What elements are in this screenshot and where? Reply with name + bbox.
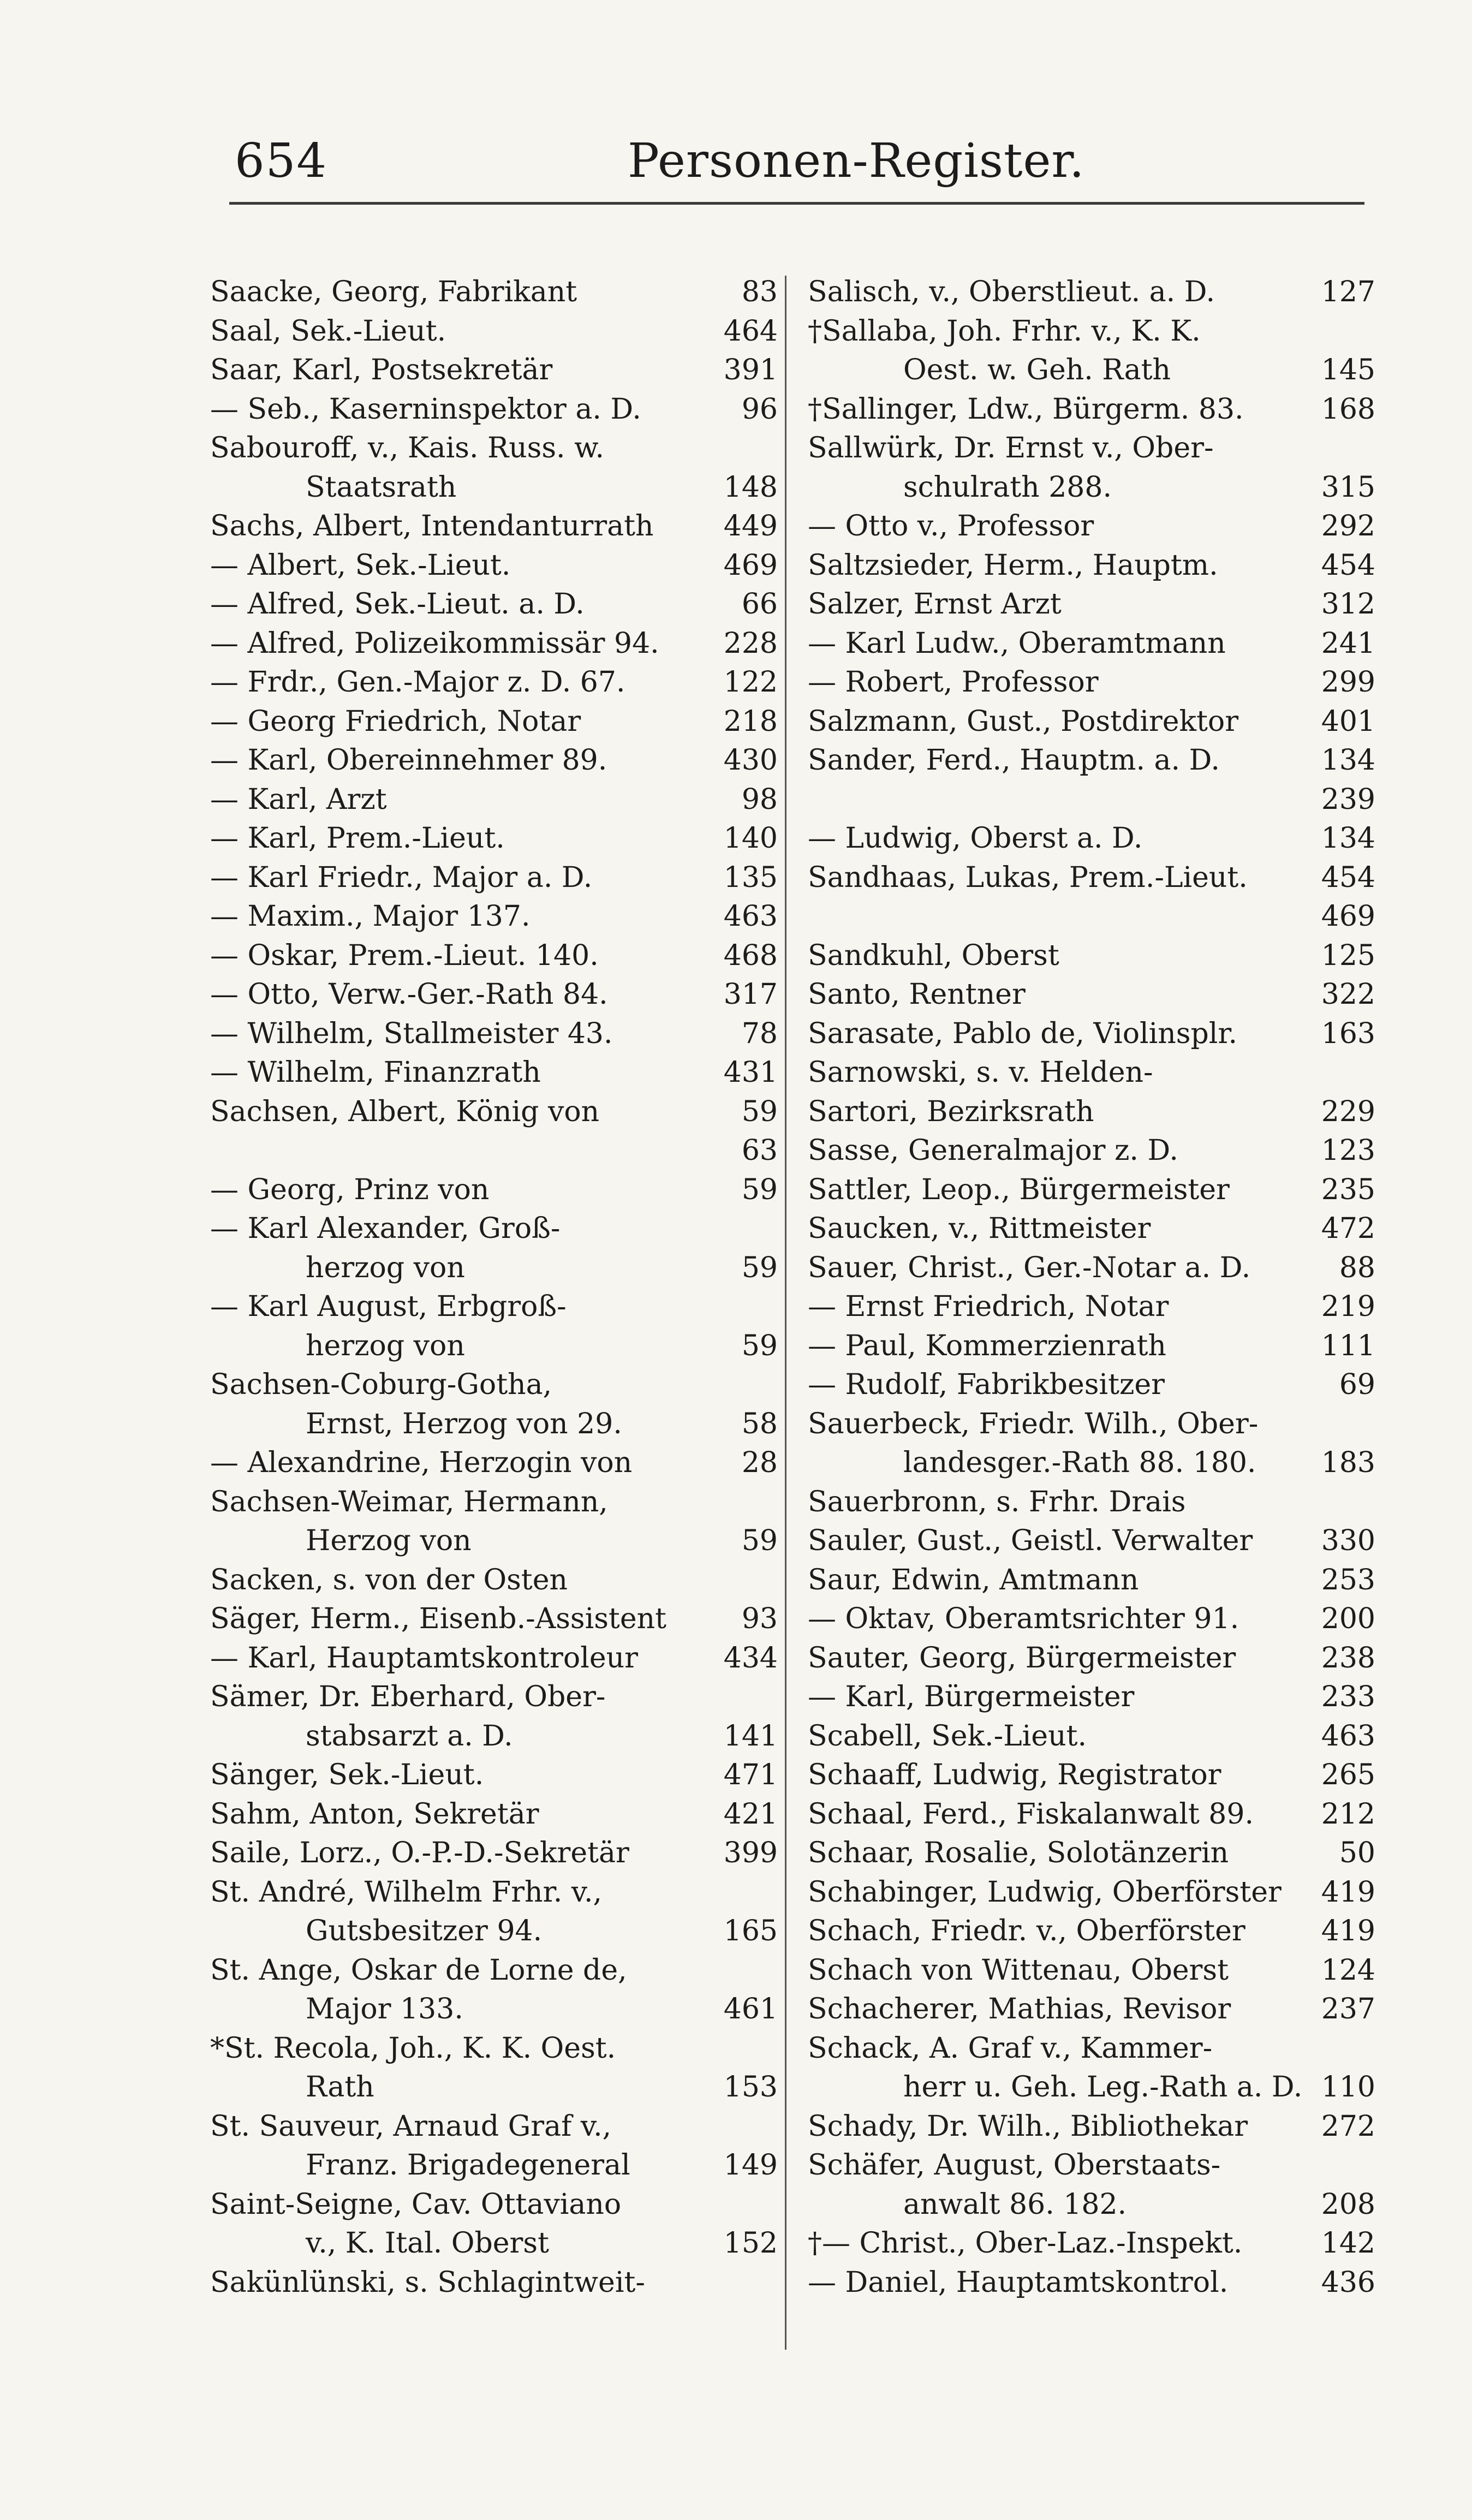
entry-name: Sander, Ferd., Hauptm. a. D. — [808, 744, 1220, 777]
entry-name: — Ernst Friedrich, Notar — [808, 1290, 1169, 1323]
entry-pages: 59 — [741, 1095, 778, 1128]
register-entry — [210, 1053, 778, 1093]
entry-name: — Georg, Prinz von — [210, 1173, 490, 1206]
entry-pages: 168 — [1321, 392, 1375, 426]
register-entry — [808, 1131, 1375, 1171]
entry-pages: 272 — [1321, 2110, 1375, 2143]
register-entry — [808, 741, 1375, 781]
register-entry — [808, 897, 1375, 937]
register-entry — [808, 1561, 1375, 1600]
entry-pages: 83 — [741, 276, 778, 308]
register-entry — [808, 390, 1375, 430]
entry-pages: 141 — [723, 1719, 778, 1753]
entry-pages: 239 — [1321, 783, 1375, 816]
entry-pages: 127 — [1321, 276, 1375, 308]
register-entry — [210, 1483, 778, 1522]
register-entry — [210, 2068, 778, 2107]
entry-name: Saile, Lorz., O.-P.-D.-Sekretär — [210, 1837, 629, 1869]
entry-pages: 471 — [723, 1759, 778, 1791]
entry-pages: 454 — [1321, 549, 1375, 582]
entry-name: — Robert, Professor — [808, 666, 1099, 699]
entry-pages: 237 — [1321, 1993, 1375, 2025]
entry-pages: 238 — [1321, 1641, 1375, 1675]
entry-name: — Oskar, Prem.-Lieut. 140. — [210, 939, 599, 972]
entry-pages: 228 — [723, 627, 778, 660]
register-entry — [808, 1522, 1375, 1561]
register-entry — [808, 624, 1375, 664]
register-entry — [808, 1834, 1375, 1873]
register-entry — [210, 1990, 778, 2029]
entry-name: Säger, Herm., Eisenb.-Assistent — [210, 1602, 666, 1635]
entry-name: Sandkuhl, Oberst — [808, 939, 1059, 972]
register-entry — [210, 1131, 778, 1171]
entry-pages: 469 — [723, 549, 778, 582]
register-entry — [210, 1717, 778, 1756]
entry-name: Sandhaas, Lukas, Prem.-Lieut. — [808, 861, 1248, 894]
entry-name: Sänger, Sek.-Lieut. — [210, 1759, 484, 1791]
entry-pages: 200 — [1321, 1602, 1375, 1635]
register-entry — [808, 2224, 1375, 2263]
register-entry — [808, 1444, 1375, 1483]
entry-pages: 149 — [723, 2149, 778, 2182]
register-entry — [210, 2263, 778, 2303]
register-entry — [210, 1171, 778, 1210]
entry-name: Sauer, Christ., Ger.-Notar a. D. — [808, 1251, 1251, 1284]
register-entry — [808, 546, 1375, 586]
entry-name: — Alfred, Sek.-Lieut. a. D. — [210, 588, 585, 621]
entry-pages: 461 — [723, 1993, 778, 2025]
register-entry — [808, 2107, 1375, 2147]
entry-name: Sachsen-Weimar, Hermann, — [210, 1485, 608, 1518]
register-entry — [210, 585, 778, 624]
entry-pages: 98 — [741, 783, 778, 816]
entry-name: — Otto, Verw.-Ger.-Rath 84. — [210, 978, 608, 1011]
register-entry — [210, 1639, 778, 1678]
register-entry — [210, 1795, 778, 1834]
entry-pages: 96 — [741, 392, 778, 426]
register-entry — [210, 468, 778, 508]
entry-pages: 50 — [1339, 1837, 1375, 1869]
register-entry — [808, 312, 1375, 352]
register-entry — [808, 1210, 1375, 1249]
register-entry — [808, 819, 1375, 859]
register-entry — [210, 859, 778, 898]
entry-pages: 148 — [723, 470, 778, 504]
register-entry — [808, 351, 1375, 390]
entry-name: Schaal, Ferd., Fiskalanwalt 89. — [808, 1797, 1254, 1831]
entry-pages: 218 — [723, 705, 778, 738]
entry-pages: 152 — [723, 2227, 778, 2260]
entry-pages: 463 — [723, 900, 778, 933]
register-entry — [210, 1405, 778, 1444]
entry-name: Salzer, Ernst Arzt — [808, 588, 1062, 621]
entry-name: — Frdr., Gen.-Major z. D. 67. — [210, 666, 625, 699]
entry-pages: 63 — [741, 1134, 778, 1167]
register-entry — [210, 1951, 778, 1991]
entry-pages: 322 — [1321, 978, 1375, 1011]
entry-pages: 399 — [723, 1837, 778, 1869]
entry-name: †— Christ., Ober-Laz.-Inspekt. — [808, 2227, 1243, 2260]
register-entry — [808, 1873, 1375, 1913]
register-entry — [210, 390, 778, 430]
register-entry — [210, 2185, 778, 2225]
register-entry — [808, 1053, 1375, 1093]
entry-name: — Otto v., Professor — [808, 510, 1094, 543]
register-entry — [808, 585, 1375, 624]
entry-name: Sahm, Anton, Sekretär — [210, 1797, 539, 1831]
register-entry — [210, 273, 778, 312]
entry-name: Sabouroff, v., Kais. Russ. w. — [210, 432, 604, 464]
register-entry — [210, 351, 778, 390]
entry-name: Sattler, Leop., Bürgermeister — [808, 1173, 1230, 1206]
entry-name: — Alexandrine, Herzogin von — [210, 1446, 633, 1479]
entry-pages: 134 — [1321, 822, 1375, 855]
page-header — [229, 117, 1364, 194]
register-entry — [808, 2263, 1375, 2303]
entry-pages: 233 — [1321, 1681, 1375, 1713]
entry-name: — Albert, Sek.-Lieut. — [210, 549, 511, 582]
entry-pages: 434 — [723, 1641, 778, 1675]
register-entry — [808, 1483, 1375, 1522]
register-entry — [210, 741, 778, 781]
entry-name: herzog von — [306, 1329, 465, 1362]
register-entry — [210, 975, 778, 1015]
entry-name: Schaaff, Ludwig, Registrator — [808, 1759, 1221, 1791]
entry-pages: 454 — [1321, 861, 1375, 894]
entry-name: Sämer, Dr. Eberhard, Ober- — [210, 1681, 606, 1713]
entry-name: St. Ange, Oskar de Lorne de, — [210, 1953, 627, 1987]
register-entry — [210, 937, 778, 976]
entry-pages: 330 — [1321, 1524, 1375, 1557]
entry-pages: 312 — [1321, 588, 1375, 621]
entry-name: Sarnowski, s. v. Helden- — [808, 1056, 1153, 1089]
register-entry — [808, 2029, 1375, 2069]
entry-name: Ernst, Herzog von 29. — [306, 1407, 622, 1440]
entry-name: Sauerbeck, Friedr. Wilh., Ober- — [808, 1407, 1259, 1440]
register-entry — [808, 1639, 1375, 1678]
entry-name: Schach von Wittenau, Oberst — [808, 1953, 1229, 1987]
entry-name: St. Sauveur, Arnaud Graf v., — [210, 2110, 612, 2143]
entry-pages: 93 — [741, 1602, 778, 1635]
entry-pages: 229 — [1321, 1095, 1375, 1128]
page-number: 654 — [235, 134, 328, 188]
entry-pages: 315 — [1321, 470, 1375, 504]
entry-name: — Karl Friedr., Major a. D. — [210, 861, 593, 894]
register-entry — [210, 1015, 778, 1054]
register-entry — [210, 702, 778, 742]
entry-pages: 140 — [723, 822, 778, 855]
register-entry — [808, 273, 1375, 312]
entry-name: — Karl, Hauptamtskontroleur — [210, 1641, 638, 1675]
entry-pages: 472 — [1321, 1212, 1375, 1245]
right-column — [808, 273, 1375, 2302]
entry-name: — Paul, Kommerzienrath — [808, 1329, 1166, 1362]
entry-pages: 135 — [723, 861, 778, 894]
entry-pages: 469 — [1321, 900, 1375, 933]
register-entry — [210, 429, 778, 468]
entry-name: — Karl, Obereinnehmer 89. — [210, 744, 607, 777]
register-entry — [808, 1288, 1375, 1327]
entry-name: Schack, A. Graf v., Kammer- — [808, 2032, 1213, 2065]
register-entry — [210, 663, 778, 702]
entry-pages: 430 — [723, 744, 778, 777]
entry-pages: 125 — [1321, 939, 1375, 972]
entry-name: Sakünlünski, s. Schlagintweit- — [210, 2266, 645, 2299]
register-entry — [808, 1678, 1375, 1717]
entry-pages: 253 — [1321, 1563, 1375, 1596]
page-title: Personen-Register. — [628, 134, 1085, 188]
entry-name: v., K. Ital. Oberst — [306, 2227, 549, 2260]
entry-name: Schabinger, Ludwig, Oberförster — [808, 1875, 1282, 1909]
register-entry — [808, 1990, 1375, 2029]
entry-pages: 292 — [1321, 510, 1375, 543]
entry-name: *St. Recola, Joh., K. K. Oest. — [210, 2032, 616, 2065]
entry-pages: 122 — [723, 666, 778, 699]
register-entry — [210, 2029, 778, 2069]
entry-pages: 59 — [741, 1251, 778, 1284]
entry-name: Saltzsieder, Herm., Hauptm. — [808, 549, 1218, 582]
register-entry — [808, 1249, 1375, 1288]
register-entry — [210, 2224, 778, 2263]
entry-name: landesger.-Rath 88. 180. — [903, 1446, 1256, 1479]
entry-name: — Karl Alexander, Groß- — [210, 1212, 561, 1245]
entry-name: Sarasate, Pablo de, Violinsplr. — [808, 1017, 1238, 1050]
entry-pages: 134 — [1321, 744, 1375, 777]
entry-name: Gutsbesitzer 94. — [306, 1915, 543, 1947]
entry-name: Santo, Rentner — [808, 978, 1026, 1011]
register-entry — [210, 781, 778, 820]
register-entry — [210, 1912, 778, 1951]
register-entry — [210, 546, 778, 586]
entry-name: — Maxim., Major 137. — [210, 900, 531, 933]
register-entry — [210, 312, 778, 352]
register-entry — [808, 1600, 1375, 1639]
register-entry — [808, 1951, 1375, 1991]
register-entry — [808, 1366, 1375, 1405]
register-entry — [808, 2068, 1375, 2107]
entry-name: Sauerbronn, s. Frhr. Drais — [808, 1485, 1186, 1518]
entry-name: Schaar, Rosalie, Solotänzerin — [808, 1837, 1229, 1869]
entry-name: Sachsen-Coburg-Gotha, — [210, 1368, 552, 1401]
register-entry — [808, 1327, 1375, 1366]
register-entry — [808, 468, 1375, 508]
entry-name: Sauter, Georg, Bürgermeister — [808, 1641, 1236, 1675]
entry-pages: 153 — [723, 2071, 778, 2104]
entry-pages: 219 — [1321, 1290, 1375, 1323]
register-entry — [210, 1522, 778, 1561]
entry-name: — Wilhelm, Finanzrath — [210, 1056, 541, 1089]
entry-name: Saucken, v., Rittmeister — [808, 1212, 1151, 1245]
register-entry — [808, 507, 1375, 546]
entry-name: Saint-Seigne, Cav. Ottaviano — [210, 2188, 622, 2221]
entry-pages: 110 — [1321, 2071, 1375, 2104]
entry-pages: 317 — [723, 978, 778, 1011]
register-entry — [210, 1444, 778, 1483]
entry-name: Sallwürk, Dr. Ernst v., Ober- — [808, 432, 1214, 464]
register-entry — [808, 1912, 1375, 1951]
entry-name: Sacken, s. von der Osten — [210, 1563, 568, 1596]
entry-pages: 468 — [723, 939, 778, 972]
register-entry — [210, 897, 778, 937]
entry-name: — Karl, Prem.-Lieut. — [210, 822, 505, 855]
entry-name: — Wilhelm, Stallmeister 43. — [210, 1017, 613, 1050]
register-entry — [210, 1327, 778, 1366]
entry-name: — Karl, Bürgermeister — [808, 1681, 1135, 1713]
register-entry — [210, 1873, 778, 1913]
register-entry — [210, 624, 778, 664]
register-entry — [210, 1678, 778, 1717]
entry-pages: 436 — [1321, 2266, 1375, 2299]
entry-name: — Karl, Arzt — [210, 783, 387, 816]
entry-pages: 183 — [1321, 1446, 1375, 1479]
register-entry — [808, 2146, 1375, 2185]
entry-name: Schäfer, August, Oberstaats- — [808, 2149, 1221, 2182]
column-divider — [785, 276, 786, 2350]
entry-name: Sasse, Generalmajor z. D. — [808, 1134, 1178, 1167]
register-entry — [808, 2185, 1375, 2225]
entry-pages: 464 — [723, 314, 778, 348]
entry-name: Saar, Karl, Postsekretär — [210, 354, 553, 386]
entry-pages: 299 — [1321, 666, 1375, 699]
entry-pages: 235 — [1321, 1173, 1375, 1206]
register-entry — [808, 1015, 1375, 1054]
entry-name: Franz. Brigadegeneral — [306, 2149, 630, 2182]
entry-pages: 421 — [723, 1797, 778, 1831]
entry-name: — Seb., Kaserninspektor a. D. — [210, 392, 641, 426]
entry-name: — Ludwig, Oberst a. D. — [808, 822, 1143, 855]
register-entry — [210, 507, 778, 546]
entry-pages: 212 — [1321, 1797, 1375, 1831]
register-entry — [210, 2107, 778, 2147]
entry-name: — Oktav, Oberamtsrichter 91. — [808, 1602, 1239, 1635]
entry-pages: 165 — [723, 1915, 778, 1947]
register-entry — [210, 1834, 778, 1873]
entry-name: — Karl Ludw., Oberamtmann — [808, 627, 1226, 660]
entry-pages: 123 — [1321, 1134, 1375, 1167]
entry-pages: 431 — [723, 1056, 778, 1089]
entry-name: Schacherer, Mathias, Revisor — [808, 1993, 1231, 2025]
entry-pages: 66 — [741, 588, 778, 621]
register-entry — [210, 1288, 778, 1327]
entry-pages: 28 — [741, 1446, 778, 1479]
entry-name: Oest. w. Geh. Rath — [903, 354, 1171, 386]
register-entry — [808, 975, 1375, 1015]
entry-name: stabsarzt a. D. — [306, 1719, 513, 1753]
register-entry — [808, 937, 1375, 976]
entry-pages: 124 — [1321, 1953, 1375, 1987]
left-column — [210, 273, 778, 2302]
entry-pages: 419 — [1321, 1915, 1375, 1947]
register-entry — [210, 1600, 778, 1639]
register-entry — [210, 1093, 778, 1132]
register-entry — [808, 1717, 1375, 1756]
register-entry — [808, 702, 1375, 742]
entry-name: Saacke, Georg, Fabrikant — [210, 276, 577, 308]
header-rule — [229, 202, 1364, 205]
entry-name: — Karl August, Erbgroß- — [210, 1290, 567, 1323]
register-entry — [808, 1093, 1375, 1132]
entry-name: Salisch, v., Oberstlieut. a. D. — [808, 276, 1215, 308]
register-entry — [808, 859, 1375, 898]
register-entry — [210, 1249, 778, 1288]
entry-pages: 391 — [723, 354, 778, 386]
entry-name: — Rudolf, Fabrikbesitzer — [808, 1368, 1165, 1401]
register-entry — [210, 2146, 778, 2185]
entry-name: Sauler, Gust., Geistl. Verwalter — [808, 1524, 1253, 1557]
entry-pages: 208 — [1321, 2188, 1375, 2221]
entry-pages: 449 — [723, 510, 778, 543]
entry-name: Saur, Edwin, Amtmann — [808, 1563, 1139, 1596]
register-entry — [210, 819, 778, 859]
entry-pages: 163 — [1321, 1017, 1375, 1050]
entry-name: anwalt 86. 182. — [903, 2188, 1127, 2221]
register-entry — [808, 1405, 1375, 1444]
entry-name: St. André, Wilhelm Frhr. v., — [210, 1875, 603, 1909]
register-entry — [808, 663, 1375, 702]
entry-pages: 59 — [741, 1524, 778, 1557]
entry-name: Scabell, Sek.-Lieut. — [808, 1719, 1087, 1753]
entry-name: Sachsen, Albert, König von — [210, 1095, 600, 1128]
entry-name: Sartori, Bezirksrath — [808, 1095, 1094, 1128]
entry-pages: 265 — [1321, 1759, 1375, 1791]
entry-pages: 59 — [741, 1329, 778, 1362]
entry-pages: 78 — [741, 1017, 778, 1050]
register-entry — [808, 1795, 1375, 1834]
entry-name: Saal, Sek.-Lieut. — [210, 314, 446, 348]
entry-name: Major 133. — [306, 1993, 463, 2025]
register-entry — [808, 1756, 1375, 1795]
entry-name: Rath — [306, 2071, 374, 2104]
entry-name: Salzmann, Gust., Postdirektor — [808, 705, 1239, 738]
entry-name: †Sallinger, Ldw., Bürgerm. 83. — [808, 392, 1244, 426]
register-entry — [808, 429, 1375, 468]
entry-pages: 145 — [1321, 354, 1375, 386]
entry-pages: 88 — [1339, 1251, 1375, 1284]
entry-pages: 401 — [1321, 705, 1375, 738]
entry-pages: 111 — [1321, 1329, 1375, 1362]
entry-pages: 241 — [1321, 627, 1375, 660]
entry-name: Sachs, Albert, Intendanturrath — [210, 510, 654, 543]
register-entry — [210, 1366, 778, 1405]
entry-name: schulrath 288. — [903, 470, 1112, 504]
entry-name: — Georg Friedrich, Notar — [210, 705, 581, 738]
entry-name: Staatsrath — [306, 470, 457, 504]
entry-pages: 69 — [1339, 1368, 1375, 1401]
entry-name: herzog von — [306, 1251, 465, 1284]
entry-name: †Sallaba, Joh. Frhr. v., K. K. — [808, 314, 1201, 348]
entry-name: Schach, Friedr. v., Oberförster — [808, 1915, 1245, 1947]
register-entry — [808, 1171, 1375, 1210]
entry-name: herr u. Geh. Leg.-Rath a. D. — [903, 2071, 1303, 2104]
register-entry — [808, 781, 1375, 820]
entry-name: — Daniel, Hauptamtskontrol. — [808, 2266, 1229, 2299]
register-entry — [210, 1210, 778, 1249]
entry-name: — Alfred, Polizeikommissär 94. — [210, 627, 659, 660]
entry-pages: 58 — [741, 1407, 778, 1440]
entry-pages: 463 — [1321, 1719, 1375, 1753]
entry-name: Schady, Dr. Wilh., Bibliothekar — [808, 2110, 1248, 2143]
register-entry — [210, 1756, 778, 1795]
entry-pages: 142 — [1321, 2227, 1375, 2260]
entry-name: Herzog von — [306, 1524, 472, 1557]
register-entry — [210, 1561, 778, 1600]
entry-pages: 59 — [741, 1173, 778, 1206]
entry-pages: 419 — [1321, 1875, 1375, 1909]
